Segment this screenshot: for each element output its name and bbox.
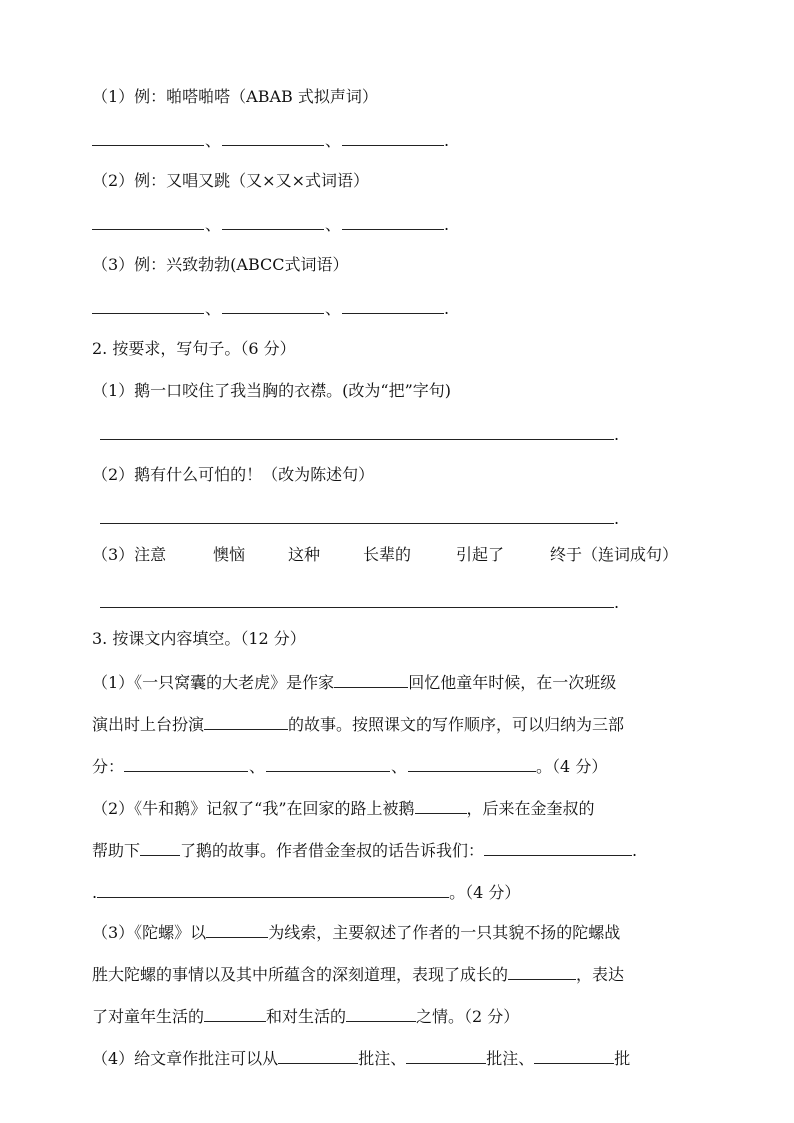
blank[interactable] bbox=[484, 838, 632, 856]
q3-title: 3. 按课文内容填空。（12 分） bbox=[92, 629, 306, 648]
blank[interactable] bbox=[222, 212, 324, 230]
q3-p1-line3: 分： 、 、 。（4 分） bbox=[92, 754, 607, 778]
blank[interactable] bbox=[334, 670, 408, 688]
blank[interactable] bbox=[92, 212, 204, 230]
q3-p2-line1: （2）《牛和鹅》记叙了“我”在回家的路上被鹅 ，后来在金奎叔的 bbox=[92, 796, 595, 820]
q3-p2-line3: . 。（4 分） bbox=[92, 880, 520, 904]
q2-answer-line-3: . bbox=[100, 590, 619, 614]
q2-title: 2. 按要求，写句子。（6 分） bbox=[92, 339, 296, 358]
q3-p1-line2: 演出时上台扮演 的故事。按照课文的写作顺序，可以归纳为三部 bbox=[92, 712, 624, 736]
q2-sentence-2: （2）鹅有什么可怕的！（改为陈述句） bbox=[92, 465, 375, 484]
q2-answer-line-2: . bbox=[100, 506, 619, 530]
blank[interactable] bbox=[204, 1004, 266, 1022]
q2-answer-line-1: . bbox=[100, 422, 619, 446]
q3-p3-line1: （3）《陀螺》以 为线索，主要叙述了作者的一只其貌不扬的陀螺战 bbox=[92, 920, 620, 944]
q3-p2-line2: 帮助下 了鹅的故事。作者借金奎叔的话告诉我们： . bbox=[92, 838, 637, 862]
blank[interactable] bbox=[92, 128, 204, 146]
blank[interactable] bbox=[206, 920, 268, 938]
blank[interactable] bbox=[266, 754, 390, 772]
answer-line[interactable] bbox=[100, 590, 614, 608]
blank[interactable] bbox=[346, 1004, 416, 1022]
blank[interactable] bbox=[92, 296, 204, 314]
blank[interactable] bbox=[534, 1046, 614, 1064]
q1-item1: （1）例：啪嗒啪嗒（ABAB 式拟声词） bbox=[92, 87, 378, 106]
q2-sentence-3: （3）注意 懊恼 这种 长辈的 引起了 终于（连词成句） bbox=[92, 545, 679, 564]
blank[interactable] bbox=[278, 1046, 358, 1064]
blank[interactable] bbox=[508, 962, 576, 980]
blank[interactable] bbox=[140, 838, 180, 856]
blank[interactable] bbox=[342, 212, 444, 230]
q1-item2: （2）例：又唱又跳（又×又×式词语） bbox=[92, 171, 369, 190]
q3-p4-line1: （4）给文章作批注可以从 批注、 批注、 批 bbox=[92, 1046, 630, 1070]
blank[interactable] bbox=[124, 754, 248, 772]
blank[interactable] bbox=[97, 880, 449, 898]
q1-blanks-1: 、 、 . bbox=[92, 128, 449, 152]
answer-line[interactable] bbox=[100, 422, 614, 440]
q1-blanks-3: 、 、 . bbox=[92, 296, 449, 320]
q1-blanks-2: 、 、 . bbox=[92, 212, 449, 236]
blank[interactable] bbox=[408, 754, 536, 772]
q2-sentence-1: （1）鹅一口咬住了我当胸的衣襟。(改为“把”字句) bbox=[92, 381, 452, 400]
blank[interactable] bbox=[222, 128, 324, 146]
blank[interactable] bbox=[222, 296, 324, 314]
blank[interactable] bbox=[415, 796, 467, 814]
blank[interactable] bbox=[406, 1046, 486, 1064]
blank[interactable] bbox=[342, 128, 444, 146]
q3-p3-line3: 了对童年生活的 和对生活的 之情。（2 分） bbox=[92, 1004, 519, 1028]
answer-line[interactable] bbox=[100, 506, 614, 524]
blank[interactable] bbox=[342, 296, 444, 314]
q1-item3: （3）例：兴致勃勃(ABCC式词语） bbox=[92, 255, 349, 274]
blank[interactable] bbox=[204, 712, 288, 730]
q3-p3-line2: 胜大陀螺的事情以及其中所蕴含的深刻道理，表现了成长的 ，表达 bbox=[92, 962, 624, 986]
q3-p1-line1: （1）《一只窝囊的大老虎》是作家 回忆他童年时候，在一次班级 bbox=[92, 670, 616, 694]
